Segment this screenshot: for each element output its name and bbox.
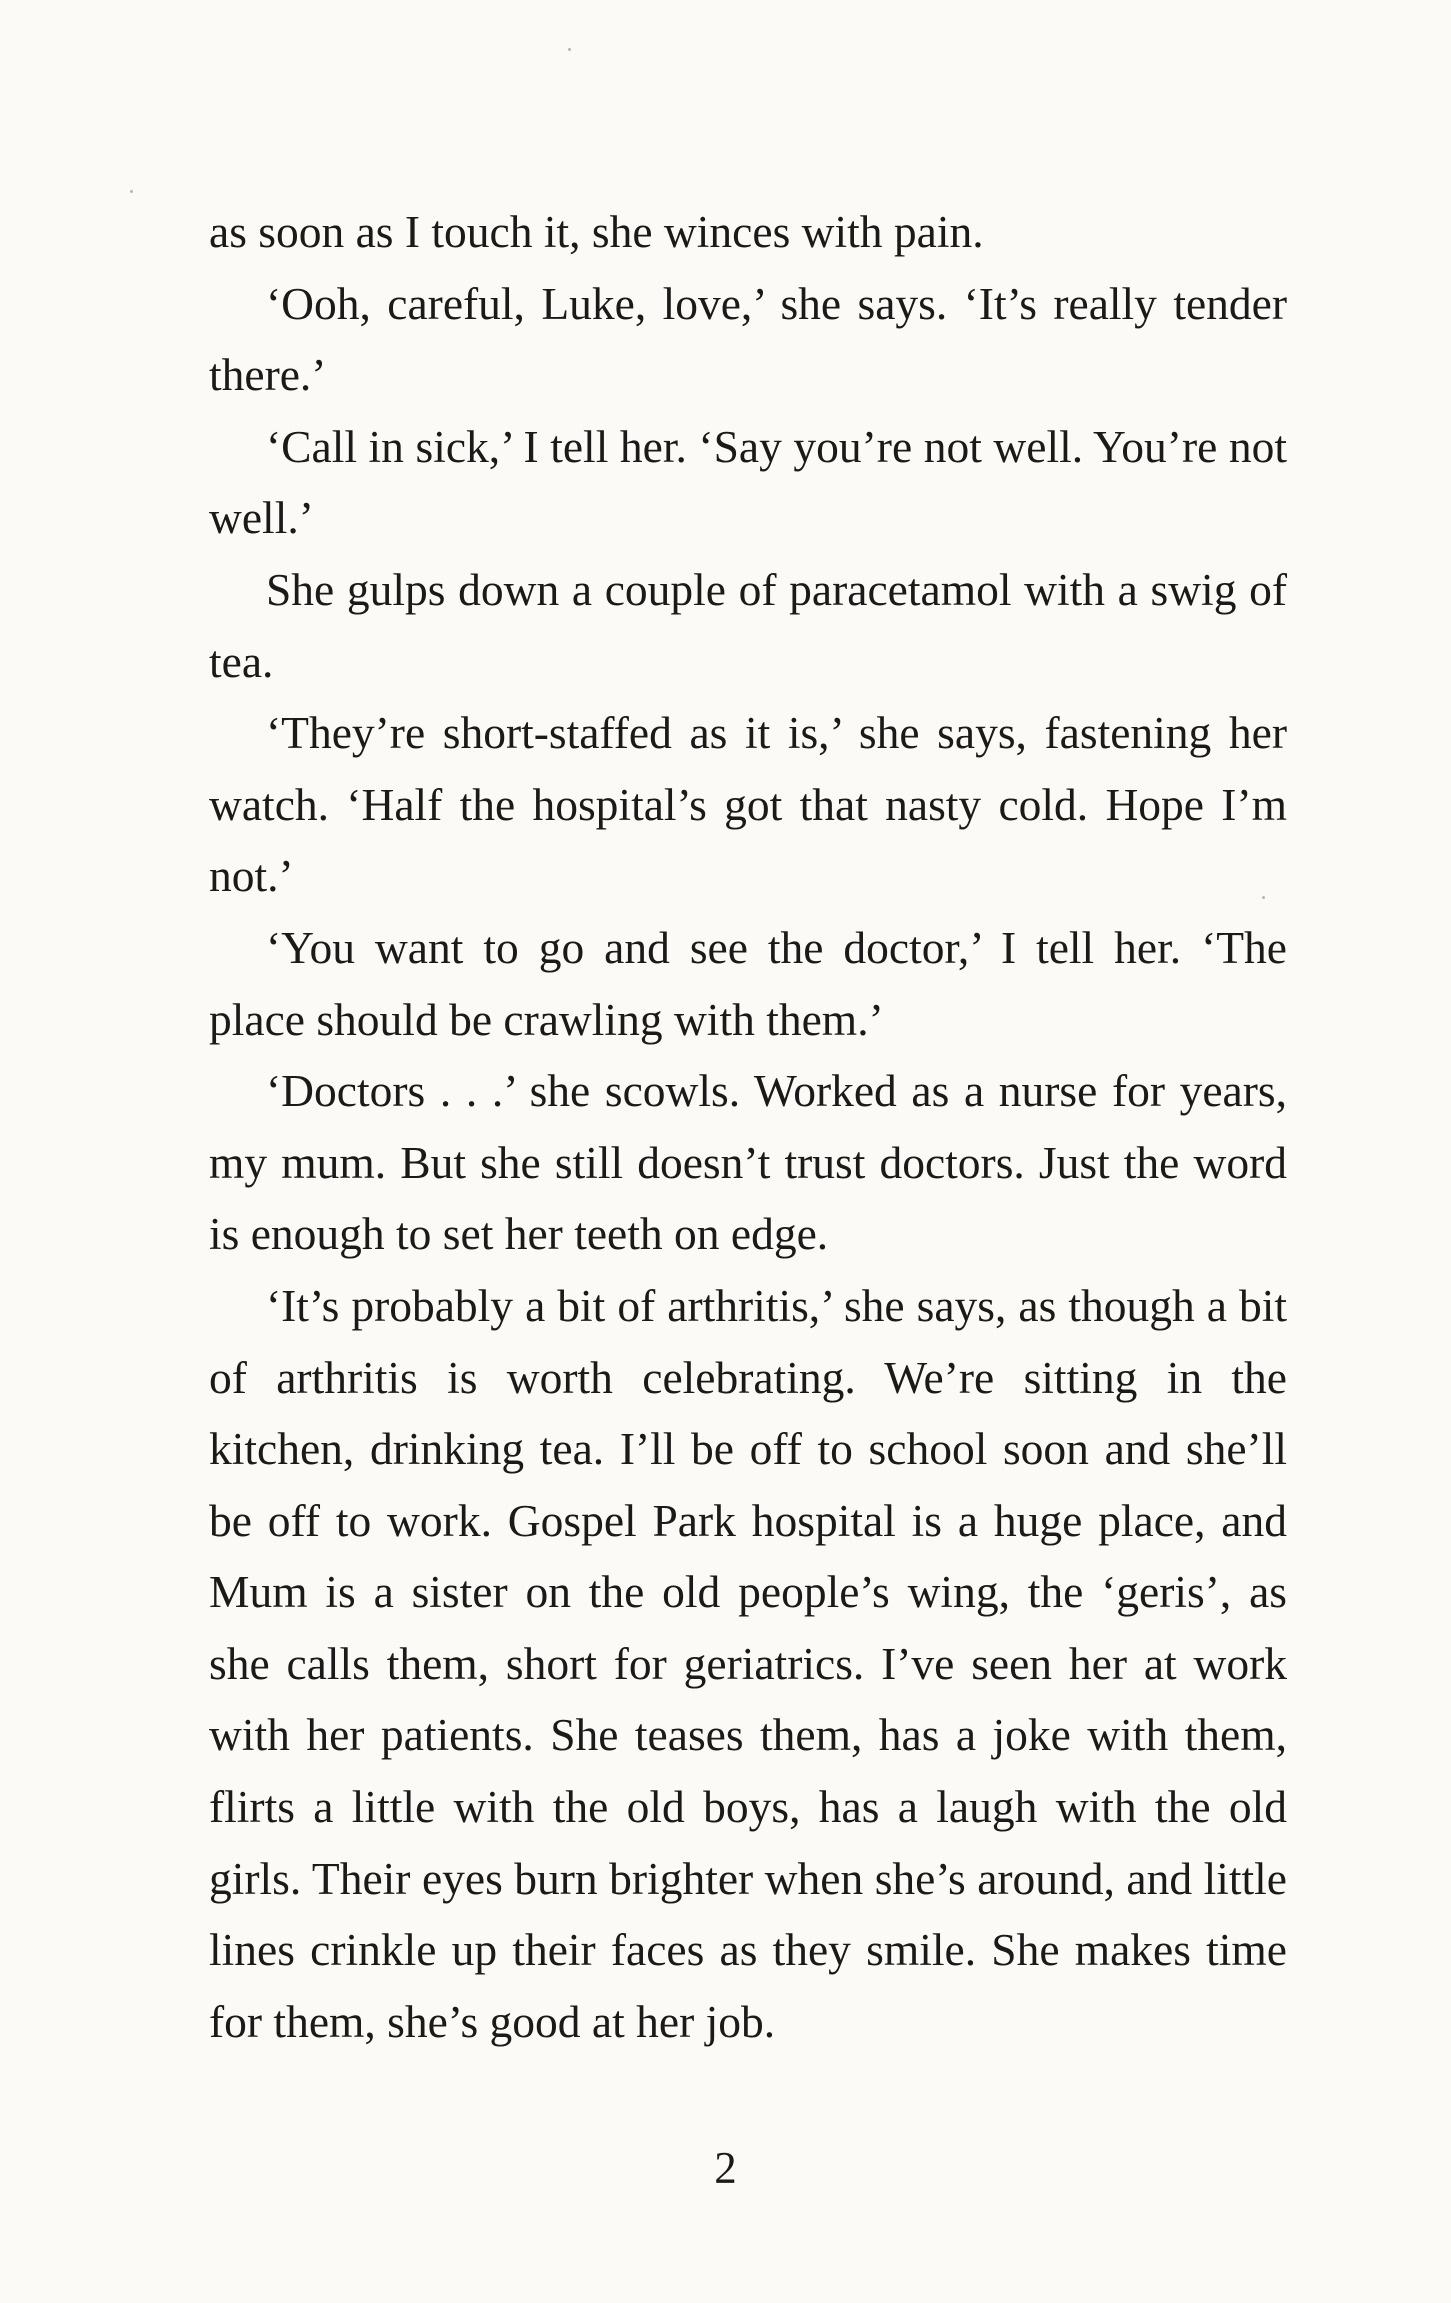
paper-speck [130, 190, 133, 193]
paragraph: ‘Call in sick,’ I tell her. ‘Say you’re not well. You’re not well.’ [209, 420, 1287, 544]
paragraph: ‘Ooh, careful, Luke, love,’ she says. ‘It’s really tender there.’ [209, 277, 1287, 401]
paragraph: She gulps down a couple of paracetamol with a swig of tea. [209, 563, 1287, 687]
page-number: 2 [714, 2143, 737, 2193]
paragraph: ‘Doctors . . .’ she scowls. Worked as a nurse for years, my mum. But she still doesn’t trust doctors. Just the word is enough to set her teeth on edge. [209, 1065, 1287, 1260]
paragraph: ‘It’s probably a bit of arthritis,’ she says, as though a bit of arthritis is worth celebrating. We’re sitting in the kitchen, drinking tea. I’ll be off to school soon and she’ll be off to work. Gospel Park hospital is a huge place, and Mum is a sister on the old people’s wing, the ‘geris’, as she calls them, short for geriatrics. I’ve seen her at work with her patients. She teases them, has a joke with them, flirts a little with the old boys, has a laugh with the old girls. Their eyes burn brighter when she’s around, and little lines crinkle up their faces as they smile. She makes time for them, she’s good at her job. [209, 1279, 1287, 2047]
paragraph: as soon as I touch it, she winces with pain. [209, 206, 984, 257]
paragraph: ‘They’re short-staffed as it is,’ she says, fastening her watch. ‘Half the hospital’s got that nasty cold. Hope I’m not.’ [209, 707, 1287, 902]
page-text [209, 196, 1287, 2057]
paper-speck [568, 48, 571, 51]
paragraph: ‘You want to go and see the doctor,’ I tell her. ‘The place should be crawling with them.’ [209, 921, 1287, 1045]
